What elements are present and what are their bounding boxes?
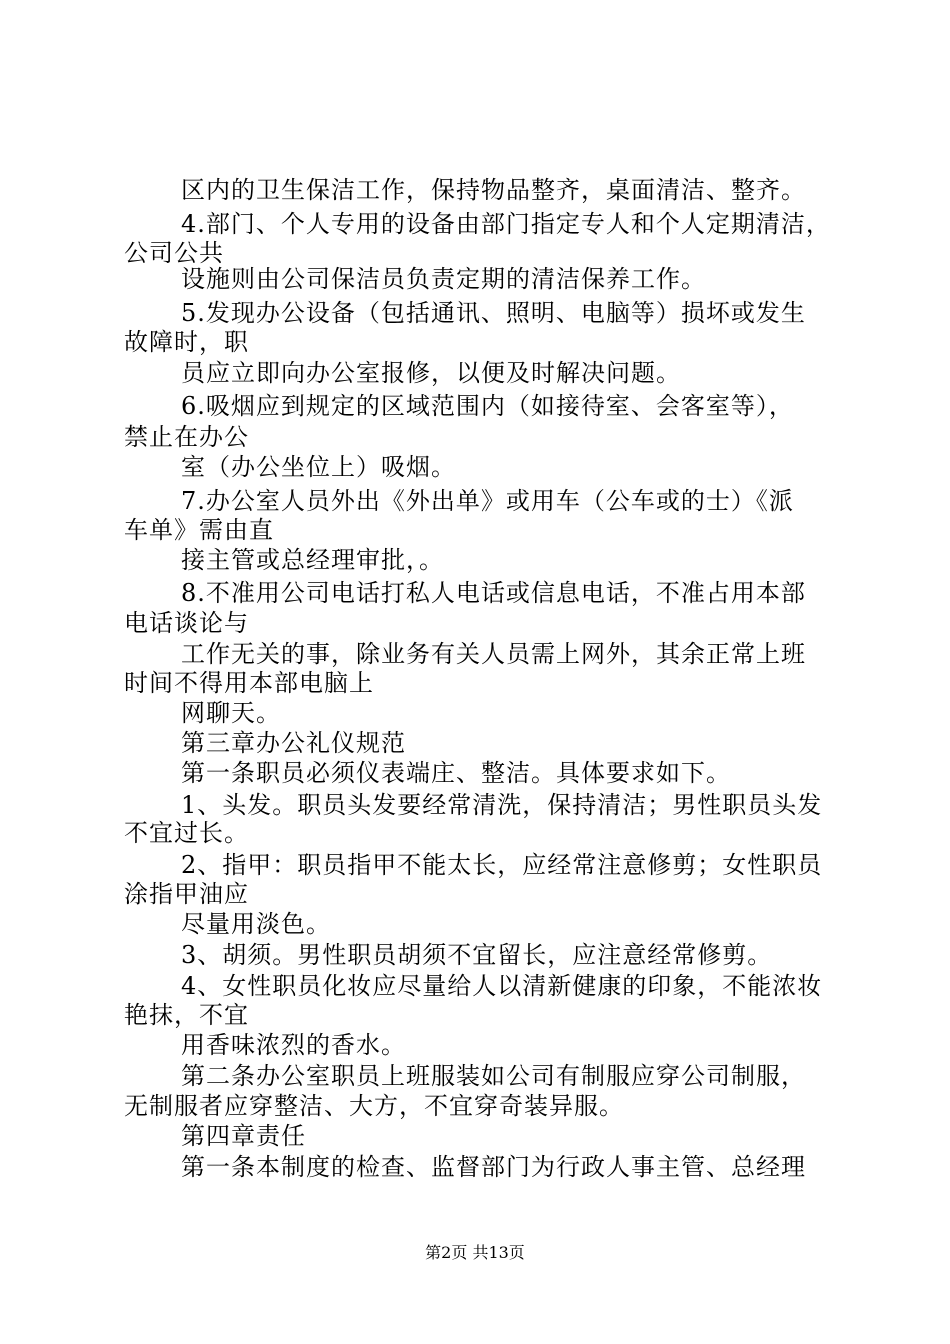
text-line: 4、女性职员化妆应尽量给人以清新健康的印象，不能浓妆: [181, 972, 823, 1000]
text-line: 用香味浓烈的香水。: [181, 1031, 406, 1059]
text-line: 电话谈论与: [124, 609, 249, 637]
chapter-heading: 第四章责任: [181, 1122, 306, 1150]
text-line: 室（办公坐位上）吸烟。: [181, 453, 456, 481]
text-line: 员应立即向办公室报修，以便及时解决问题。: [181, 359, 681, 387]
text-line: 区内的卫生保洁工作，保持物品整齐，桌面清洁、整齐。: [181, 176, 806, 204]
text-line: 涂指甲油应: [124, 880, 249, 908]
text-line: 第一条职员必须仪表端庄、整洁。具体要求如下。: [181, 759, 731, 787]
text-line: 网聊天。: [181, 699, 281, 727]
text-line: 工作无关的事，除业务有关人员需上网外，其余正常上班: [181, 640, 806, 668]
text-line: 第一条本制度的检查、监督部门为行政人事主管、总经理: [181, 1153, 806, 1181]
text-line: 3、胡须。男性职员胡须不宜留长，应注意经常修剪。: [181, 941, 773, 969]
text-line: 设施则由公司保洁员负责定期的清洁保养工作。: [181, 265, 706, 293]
text-line: 8.不准用公司电话打私人电话或信息电话，不准占用本部: [181, 579, 806, 607]
text-line: 1、头发。职员头发要经常清洗，保持清洁；男性职员头发: [181, 791, 823, 819]
text-line: 4.部门、个人专用的设备由部门指定专人和个人定期清洁，: [181, 210, 831, 238]
chapter-heading: 第三章办公礼仪规范: [181, 729, 406, 757]
text-line: 车单》需由直: [124, 516, 274, 544]
text-line: 第二条办公室职员上班服装如公司有制服应穿公司制服，: [181, 1062, 806, 1090]
page-number-footer: 第2页 共13页: [425, 1243, 525, 1262]
text-line: 时间不得用本部电脑上: [124, 669, 374, 697]
text-line: 故障时，职: [124, 328, 249, 356]
text-line: 5.发现办公设备（包括通讯、照明、电脑等）损坏或发生: [181, 299, 806, 327]
text-line: 禁止在办公: [124, 423, 249, 451]
text-line: 接主管或总经理审批，。: [181, 546, 444, 574]
text-line: 无制服者应穿整洁、大方，不宜穿奇装异服。: [124, 1092, 624, 1120]
text-line: 6.吸烟应到规定的区域范围内（如接待室、会客室等），: [181, 392, 794, 420]
text-line: 不宜过长。: [124, 819, 249, 847]
text-line: 艳抹，不宜: [124, 1001, 249, 1029]
text-line: 7.办公室人员外出《外出单》或用车（公车或的士）《派: [181, 487, 794, 515]
text-line: 2、指甲：职员指甲不能太长，应经常注意修剪；女性职员: [181, 851, 823, 879]
text-line: 公司公共: [124, 239, 224, 267]
text-line: 尽量用淡色。: [181, 910, 331, 938]
